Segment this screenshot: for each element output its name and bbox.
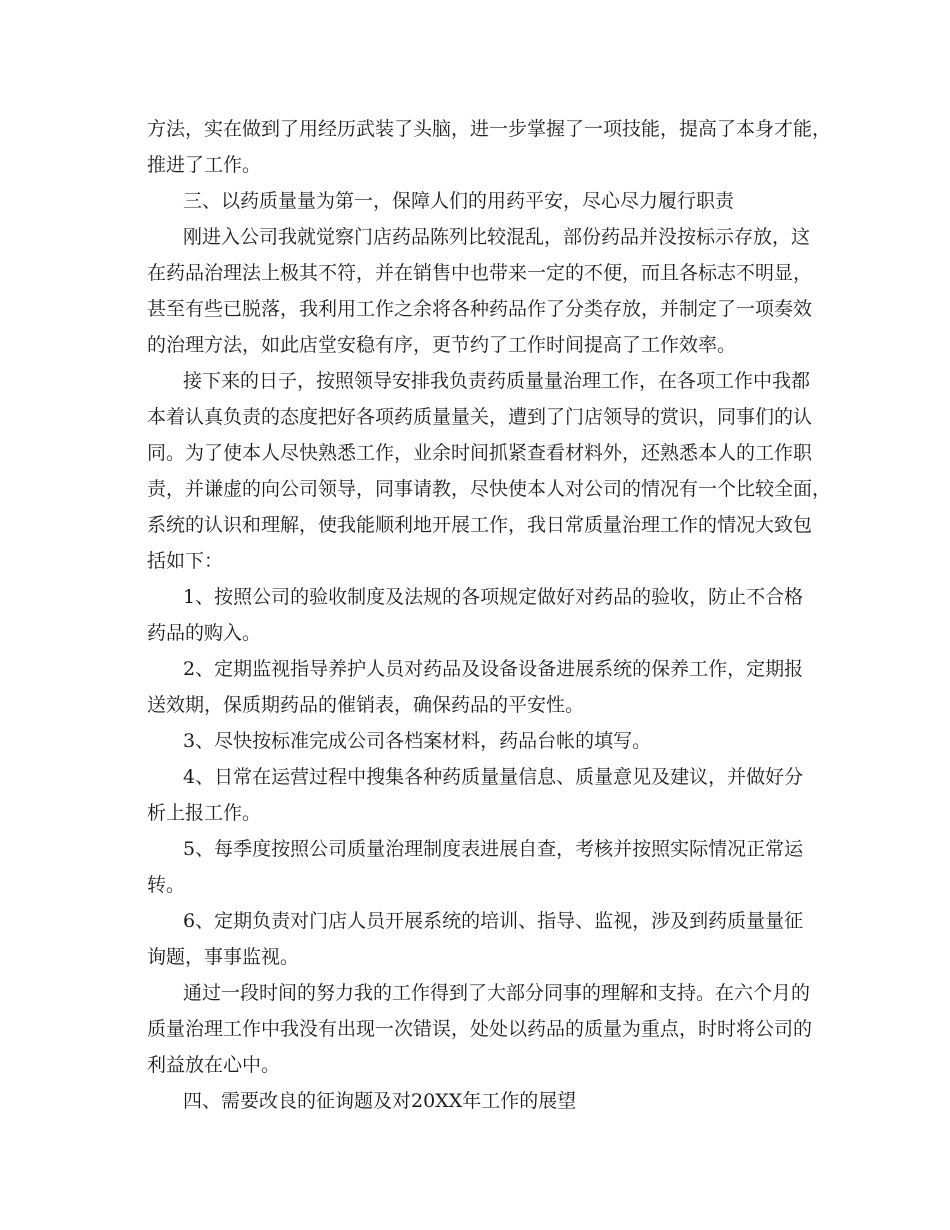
section-heading: 三、以药质量量为第一，保障人们的用药平安，尽心尽力履行职责 xyxy=(183,190,735,212)
text-line: 推进了工作。 xyxy=(147,154,262,176)
list-item: 6、定期负责对门店人员开展系统的培训、指导、监视，涉及到药质量量征 xyxy=(183,910,804,932)
text-line: 送效期，保质期药品的催销表，确保药品的平安性。 xyxy=(147,694,585,716)
list-item: 3、尽快按标准完成公司各档案材料，药品台帐的填写。 xyxy=(183,730,652,752)
text-line: 方法，实在做到了用经历武装了头脑，进一步掌握了一项技能，提高了本身才能， xyxy=(147,118,832,140)
text-line: 同。为了使本人尽快熟悉工作，业余时间抓紧查看材料外，还熟悉本人的工作职 xyxy=(147,442,813,464)
text-line: 询题，事事监视。 xyxy=(147,946,300,968)
section-heading: 四、需要改良的征询题及对20XX年工作的展望 xyxy=(183,1090,577,1112)
text-line: 接下来的日子，按照领导安排我负责药质量量治理工作，在各项工作中我都 xyxy=(183,370,811,392)
list-item: 2、定期监视指导养护人员对药品及设备设备进展系统的保养工作，定期报 xyxy=(183,658,804,680)
text-line: 质量治理工作中我没有出现一次错误，处处以药品的质量为重点，时时将公司的 xyxy=(147,1018,813,1040)
text-line: 析上报工作。 xyxy=(147,802,262,824)
text-line: 责，并谦虚的向公司领导，同事请教，尽快使本人对公司的情况有一个比较全面， xyxy=(147,478,832,500)
list-item: 1、按照公司的验收制度及法规的各项规定做好对药品的验收，防止不合格 xyxy=(183,586,804,608)
list-item: 4、日常在运营过程中搜集各种药质量量信息、质量意见及建议，并做好分 xyxy=(183,766,804,788)
text-line: 利益放在心中。 xyxy=(147,1054,281,1076)
text-line: 通过一段时间的努力我的工作得到了大部分同事的理解和支持。在六个月的 xyxy=(183,982,811,1004)
text-line: 括如下： xyxy=(147,550,224,572)
text-line: 刚进入公司我就觉察门店药品陈列比较混乱，部份药品并没按标示存放，这 xyxy=(183,226,811,248)
text-line: 系统的认识和理解，使我能顺利地开展工作，我日常质量治理工作的情况大致包 xyxy=(147,514,813,536)
text-line: 转。 xyxy=(147,874,186,896)
text-line: 本着认真负责的态度把好各项药质量量关，遭到了门店领导的赏识，同事们的认 xyxy=(147,406,813,428)
text-line: 的治理方法，如此店堂安稳有序，更节约了工作时间提高了工作效率。 xyxy=(147,334,737,356)
text-line: 在药品治理法上极其不符，并在销售中也带来一定的不便，而且各标志不明显， xyxy=(147,262,813,284)
text-line: 药品的购入。 xyxy=(147,622,262,644)
text-line: 甚至有些已脱落，我利用工作之余将各种药品作了分类存放，并制定了一项奏效 xyxy=(147,298,813,320)
list-item: 5、每季度按照公司质量治理制度表进展自查，考核并按照实际情况正常运 xyxy=(183,838,804,860)
